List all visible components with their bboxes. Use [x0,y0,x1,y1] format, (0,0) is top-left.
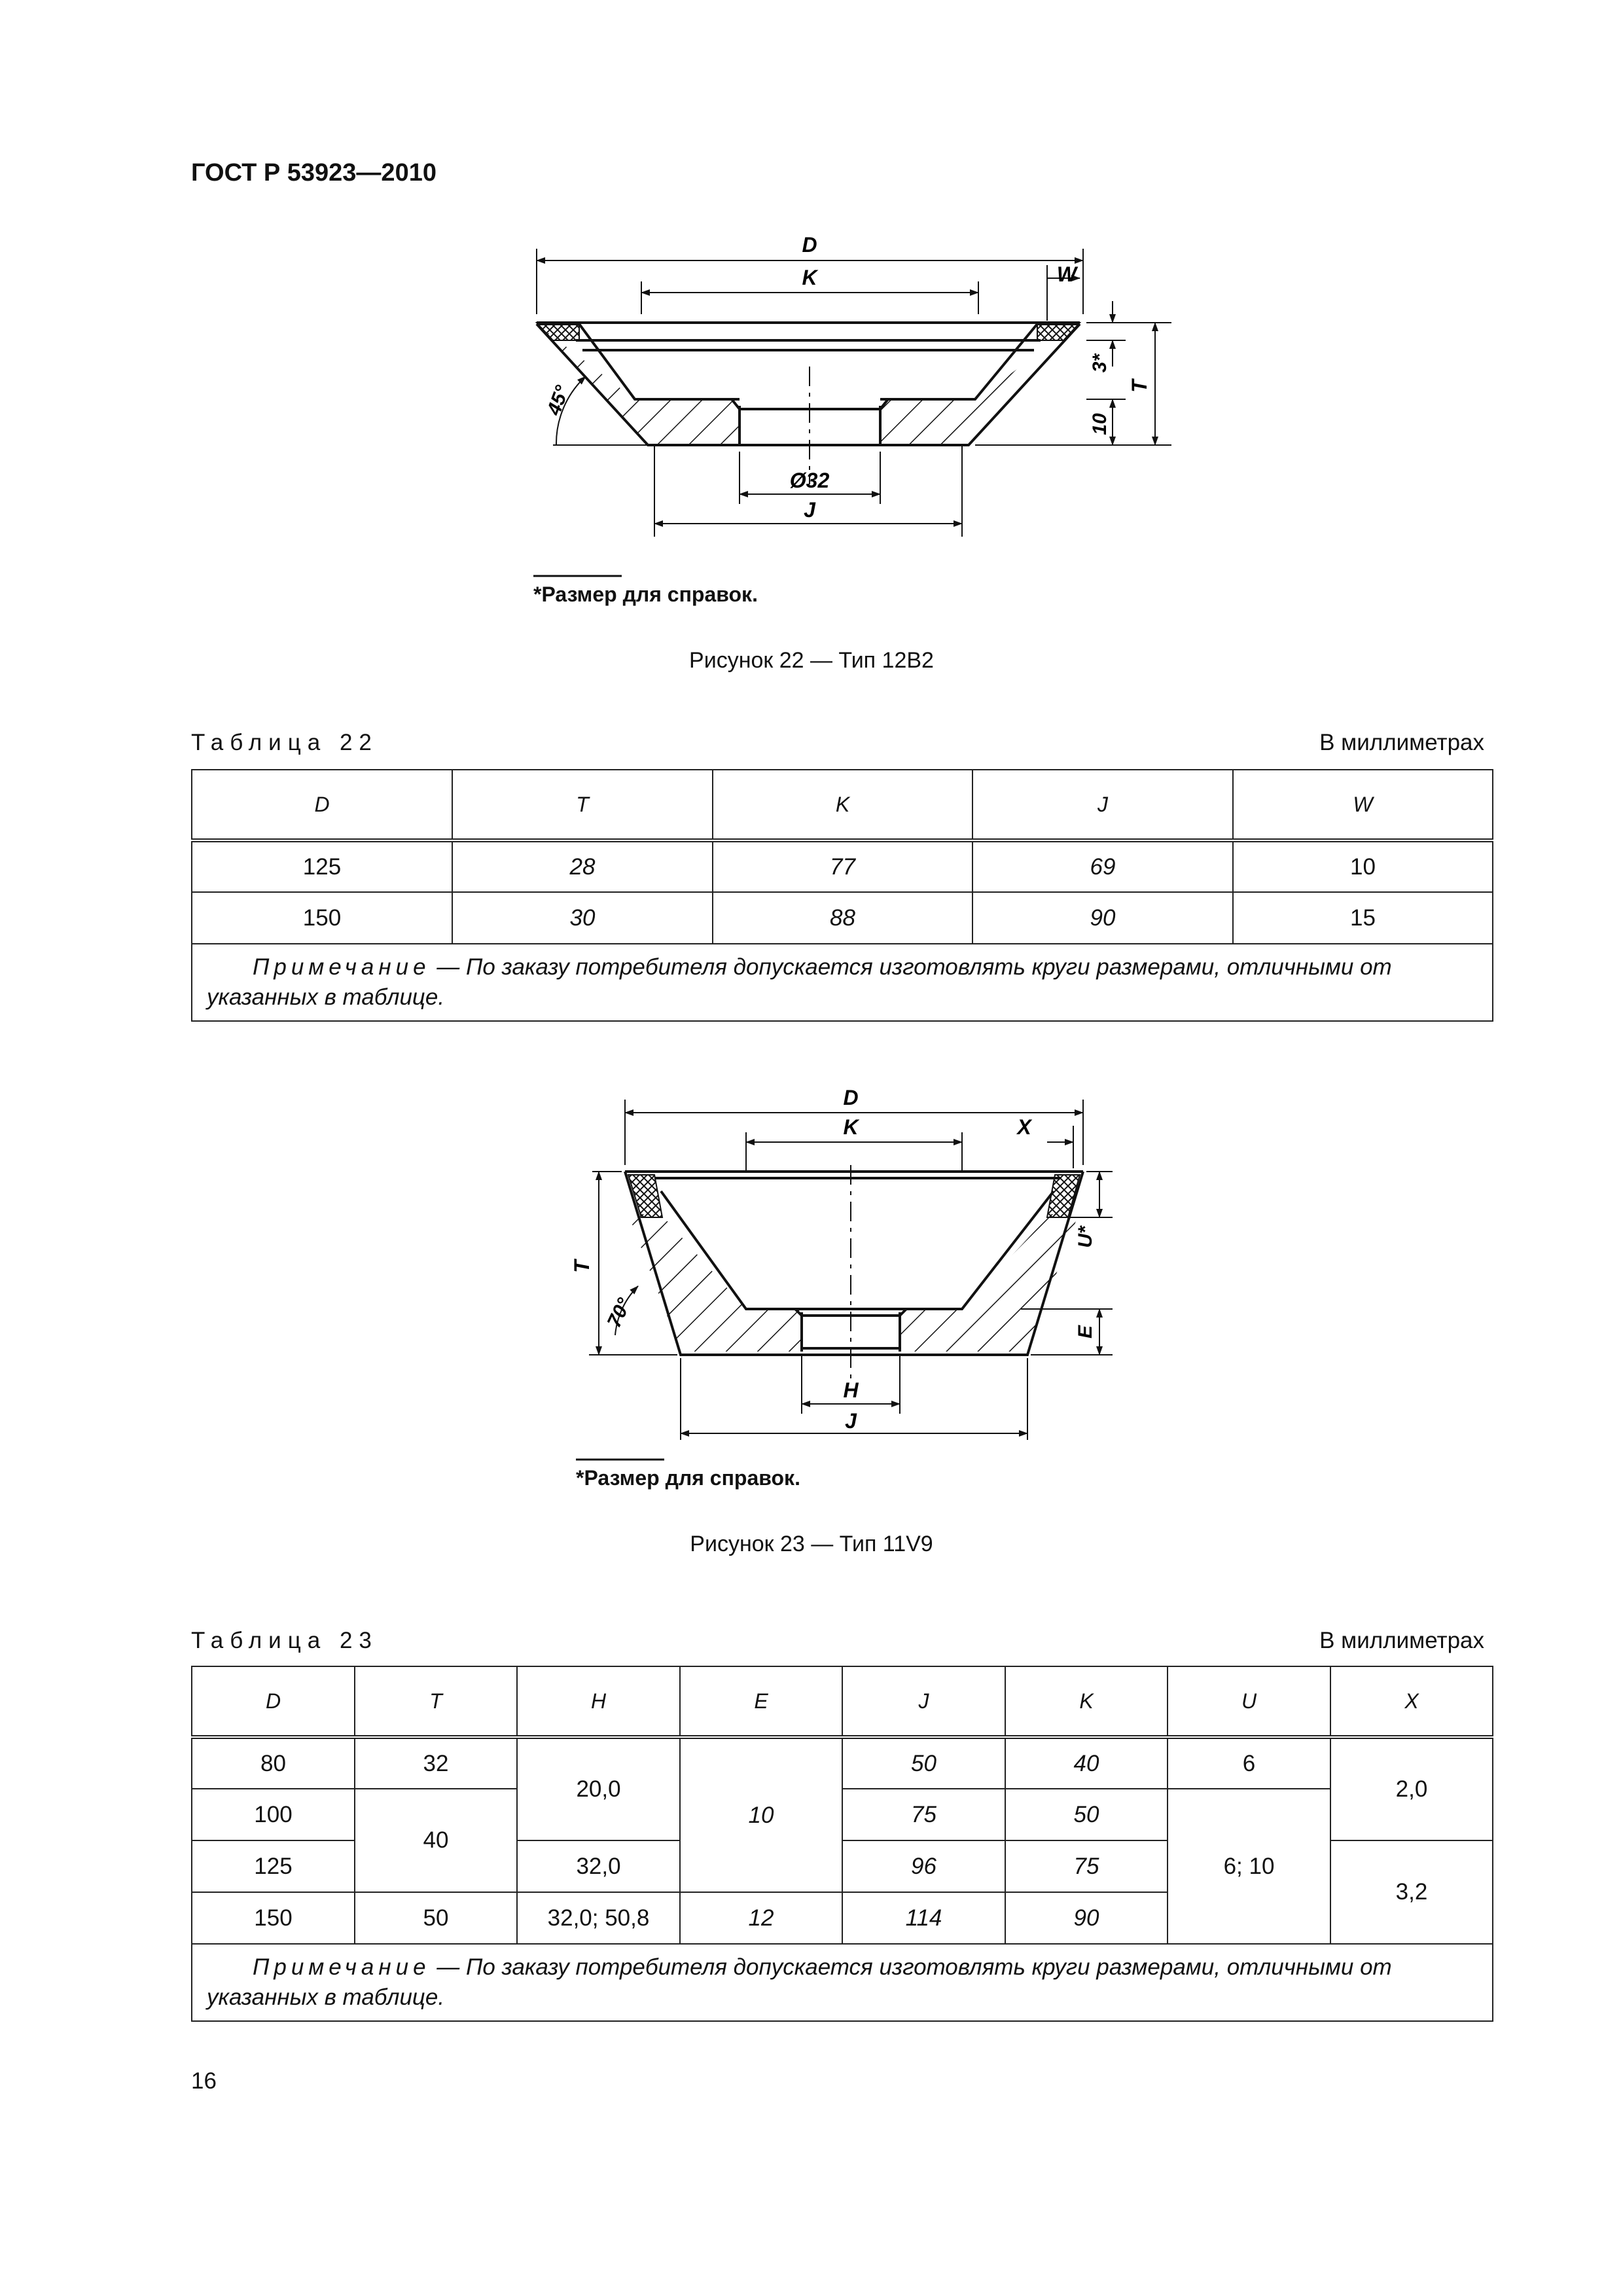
page-number: 16 [191,2068,217,2094]
table22-cell: 10 [1233,840,1493,892]
table22-cell: 90 [972,892,1233,944]
fig23-body-hatch [628,1214,802,1352]
fig23-dim-t: T [570,1260,594,1273]
table23-note-lead: Примечание [253,1954,431,1980]
document-header: ГОСТ Р 53923—2010 [191,159,437,187]
table22-header: T [452,770,713,840]
table23-cell: 150 [192,1892,355,1944]
table23-cell: 50 [1005,1789,1168,1840]
fig22-dim-w: W [1056,262,1077,286]
table23-cell: 114 [842,1892,1005,1944]
fig22-footnote: *Размер для справок. [533,583,758,606]
table23-cell: 6 [1168,1737,1330,1789]
table23-cell: 32,0; 50,8 [517,1892,680,1944]
table22-cell: 69 [972,840,1233,892]
fig22-dim-t: T [1128,380,1151,393]
table23-header: U [1168,1666,1330,1737]
table23-cell: 40 [1005,1737,1168,1789]
figure-22-drawing [0,0,1623,628]
table-row [192,840,1493,892]
table23-cell: 50 [842,1737,1005,1789]
table-row [192,1737,1493,1789]
table23-cell: 90 [1005,1892,1168,1944]
fig23-dim-x: X [1017,1115,1031,1139]
table-23 [191,1666,1493,2022]
table23-header: X [1330,1666,1493,1737]
fig23-dim-h: H [843,1378,859,1402]
table22-label: Таблица 22 [191,730,378,755]
table23-cell: 32 [355,1737,517,1789]
table22-cell: 28 [452,840,713,892]
fig22-dim-k: K [802,266,817,289]
table23-cell: 20,0 [517,1737,680,1840]
fig22-dim-d: D [802,233,817,257]
fig22-dim-bore: Ø32 [789,469,830,492]
table22-note-lead: Примечание [253,954,431,980]
table23-cell: 100 [192,1789,355,1840]
table22-header: D [192,770,452,840]
table23-header: J [842,1666,1005,1737]
fig23-dim-k: K [843,1115,859,1139]
table22-header: K [713,770,972,840]
table23-cell: 12 [680,1892,842,1944]
table22-cell: 150 [192,892,452,944]
table23-cell: 10 [680,1737,842,1892]
table22-header: J [972,770,1233,840]
fig23-dim-d: D [843,1086,859,1109]
table23-header: E [680,1666,842,1737]
table23-note [192,1944,1493,2021]
table23-cell: 96 [842,1840,1005,1892]
table23-cell: 6; 10 [1168,1789,1330,1944]
fig23-footnote: *Размер для справок. [576,1466,800,1490]
table23-cell: 32,0 [517,1840,680,1892]
table22-cell: 30 [452,892,713,944]
table23-cell: 75 [842,1789,1005,1840]
fig23-dim-u: U* [1075,1226,1096,1248]
table22-units: В миллиметрах [1319,730,1484,755]
table23-cell: 80 [192,1737,355,1789]
table23-cell: 40 [355,1789,517,1892]
table23-header: D [192,1666,355,1737]
table23-header: K [1005,1666,1168,1737]
table23-units: В миллиметрах [1319,1628,1484,1653]
table23-cell: 50 [355,1892,517,1944]
table23-header: T [355,1666,517,1737]
fig22-body-hatch [537,324,740,445]
fig22-dim-angle: 45° [543,382,574,418]
table23-header: H [517,1666,680,1737]
fig23-dim-e: E [1075,1325,1096,1339]
table22-cell: 125 [192,840,452,892]
fig23-caption: Рисунок 23 — Тип 11V9 [690,1532,933,1556]
table22-cell: 88 [713,892,972,944]
table23-note-text: — По заказу потребителя допускается изготовлять круги размерами, отличными от указанных в таблице. [207,1954,1392,2010]
fig22-caption: Рисунок 22 — Тип 12В2 [689,648,934,673]
table23-cell: 2,0 [1330,1737,1493,1840]
table23-label: Таблица 23 [191,1628,378,1653]
table22-cell: 77 [713,840,972,892]
fig22-dim-3: 3* [1089,353,1111,373]
table22-note-text: — По заказу потребителя допускается изготовлять круги размерами, отличными от указанных в таблице. [207,954,1392,1010]
table22-header: W [1233,770,1493,840]
fig23-dim-j: J [845,1409,857,1433]
table-22 [191,769,1493,1022]
table22-cell: 15 [1233,892,1493,944]
fig22-dim-j: J [804,498,815,522]
table-row [192,1789,1493,1840]
table23-cell: 3,2 [1330,1840,1493,1944]
table22-note [192,944,1493,1021]
table-row [192,892,1493,944]
fig22-dim-10: 10 [1089,413,1111,435]
table23-cell: 125 [192,1840,355,1892]
figure-23-drawing [0,1060,1623,1518]
table23-cell: 75 [1005,1840,1168,1892]
fig23-dim-angle: 70° [603,1295,635,1331]
